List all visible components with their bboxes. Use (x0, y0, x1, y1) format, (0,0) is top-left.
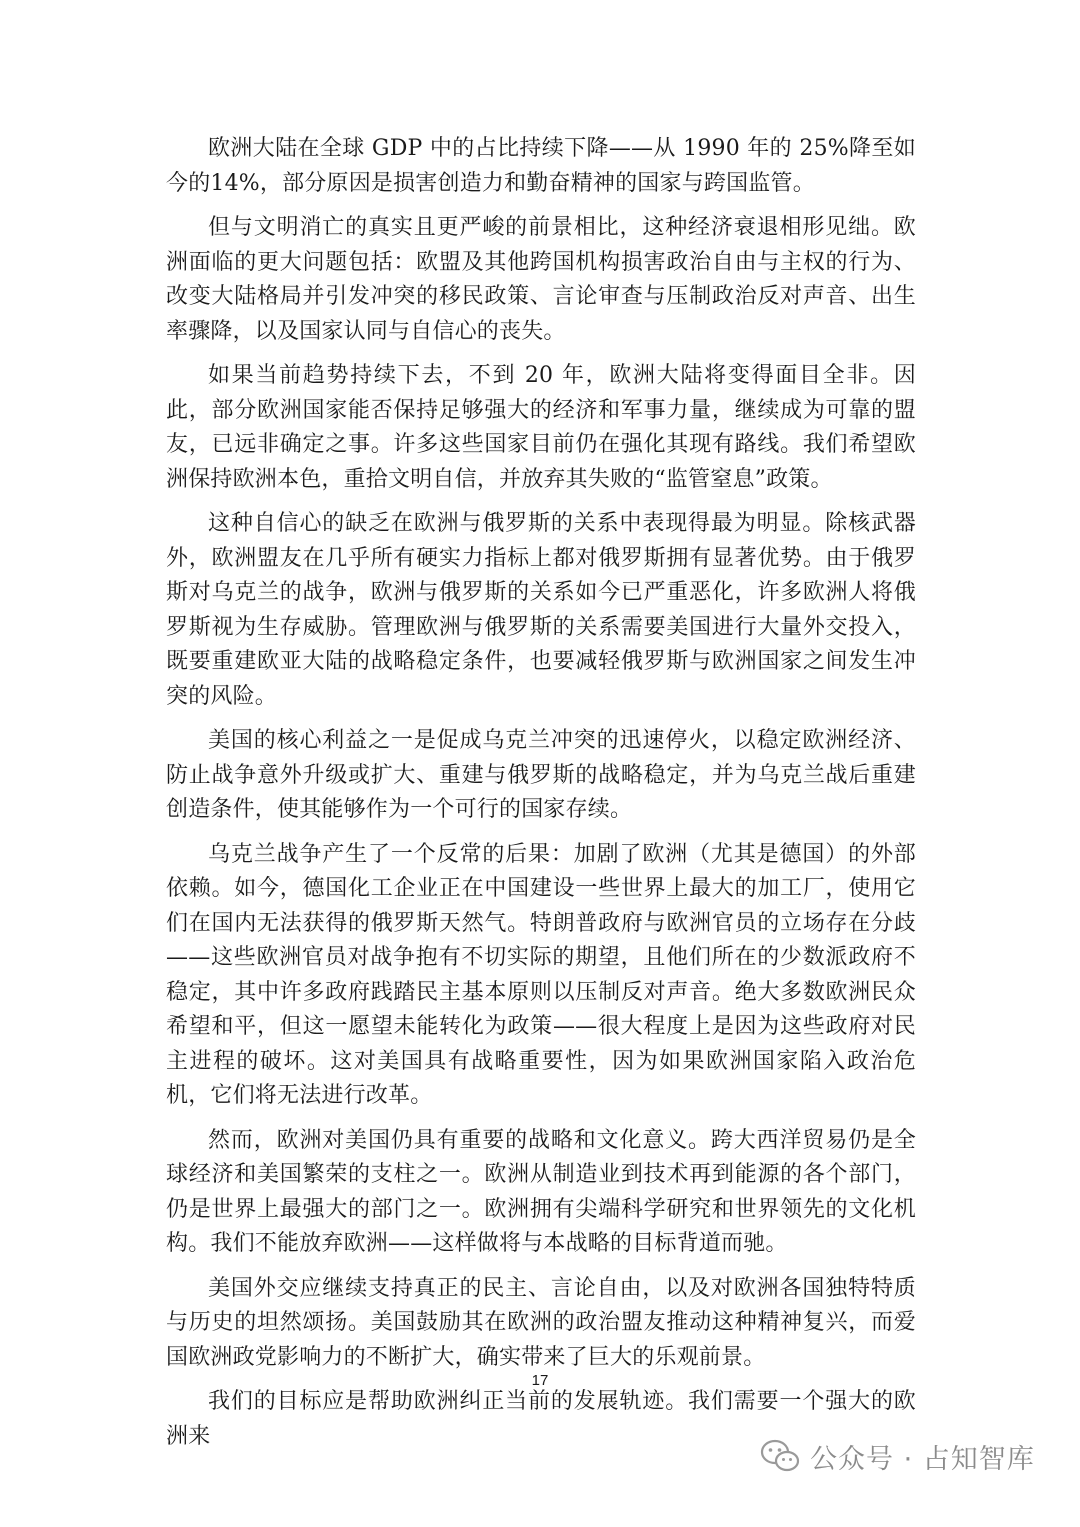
page-number: 17 (531, 1372, 549, 1389)
paragraph-9: 我们的目标应是帮助欧洲纠正当前的发展轨迹。我们需要一个强大的欧洲来 (166, 1389, 916, 1449)
watermark (760, 1436, 1035, 1476)
paragraph-3: 如果当前趋势持续下去，不到 20 年，欧洲大陆将变得面目全非。因此，部分欧洲国家能否保持足够强大的经济和军事力量，继续成为可靠的盟友，已远非确定之事。许多这些国家目前仍在强化其现有路线。我们希望欧洲保持欧洲本色，重拾文明自信，并放弃其失败的“监管窒息”政策。 (166, 363, 916, 492)
paragraph-8: 美国外交应继续支持真正的民主、言论自由，以及对欧洲各国独特特质与历史的坦然颂扬。美国鼓励其在欧洲的政治盟友推动这种精神复兴，而爱国欧洲政党影响力的不断扩大，确实带来了巨大的乐观前景。 (166, 1275, 916, 1370)
watermark-text: 公众号 · 占知智库 (810, 1443, 1035, 1475)
paragraph-4: 这种自信心的缺乏在欧洲与俄罗斯的关系中表现得最为明显。除核武器外，欧洲盟友在几乎所有硬实力指标上都对俄罗斯拥有显著优势。由于俄罗斯对乌克兰的战争，欧洲与俄罗斯的关系如今已严重恶化，许多欧洲人将俄罗斯视为生存威胁。管理欧洲与俄罗斯的关系需要美国进行大量外交投入，既要重建欧亚大陆的战略稳定条件，也要减轻俄罗斯与欧洲国家之间发生冲突的风险。 (166, 511, 916, 709)
wechat-icon (760, 1439, 800, 1473)
paragraph-7: 然而，欧洲对美国仍具有重要的战略和文化意义。跨大西洋贸易仍是全球经济和美国繁荣的支柱之一。欧洲从制造业到技术再到能源的各个部门，仍是世界上最强大的部门之一。欧洲拥有尖端科学研究和世界领先的文化机构。我们不能放弃欧洲——这样做将与本战略的目标背道而驰。 (166, 1127, 916, 1256)
paragraph-6: 乌克兰战争产生了一个反常的后果：加剧了欧洲（尤其是德国）的外部依赖。如今，德国化工企业正在中国建设一些世界上最大的加工厂，使用它们在国内无法获得的俄罗斯天然气。特朗普政府与欧洲官员的立场存在分歧——这些欧洲官员对战争抱有不切实际的期望，且他们所在的少数派政府不稳定，其中许多政府践踏民主基本原则以压制反对声音。绝大多数欧洲民众希望和平，但这一愿望未能转化为政策——很大程度上是因为这些政府对民主进程的破坏。这对美国具有战略重要性，因为如果欧洲国家陷入政治危机，它们将无法进行改革。 (166, 841, 916, 1108)
document-body (166, 132, 916, 1464)
paragraph-1: 欧洲大陆在全球 GDP 中的占比持续下降——从 1990 年的 25%降至如今的14%，部分原因是损害创造力和勤奋精神的国家与跨国监管。 (166, 136, 916, 196)
paragraph-5: 美国的核心利益之一是促成乌克兰冲突的迅速停火，以稳定欧洲经济、防止战争意外升级或扩大、重建与俄罗斯的战略稳定，并为乌克兰战后重建创造条件，使其能够作为一个可行的国家存续。 (166, 728, 916, 822)
paragraph-2: 但与文明消亡的真实且更严峻的前景相比，这种经济衰退相形见绌。欧洲面临的更大问题包括：欧盟及其他跨国机构损害政治自由与主权的行为、改变大陆格局并引发冲突的移民政策、言论审查与压制政治反对声音、出生率骤降，以及国家认同与自信心的丧失。 (166, 215, 916, 344)
